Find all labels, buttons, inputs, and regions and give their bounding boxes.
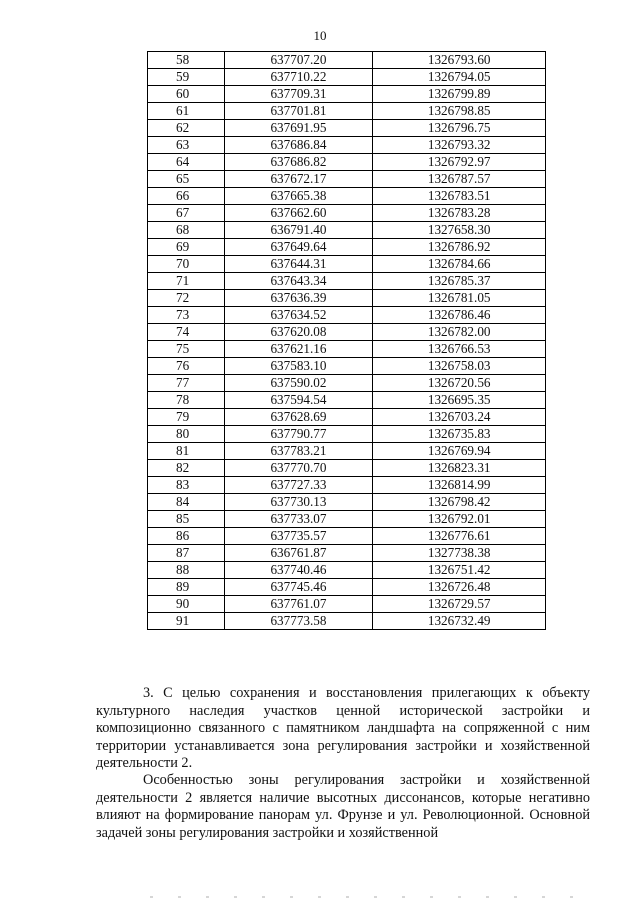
table-row bbox=[148, 239, 546, 256]
x-coordinate-cell: 637701.81 bbox=[224, 103, 373, 120]
y-coordinate-cell: 1326784.66 bbox=[373, 256, 546, 273]
table-row bbox=[148, 307, 546, 324]
table-row bbox=[148, 256, 546, 273]
x-coordinate-cell: 637686.84 bbox=[224, 137, 373, 154]
x-coordinate-cell: 637740.46 bbox=[224, 562, 373, 579]
point-number-cell: 85 bbox=[148, 511, 225, 528]
table-row bbox=[148, 375, 546, 392]
point-number-cell: 79 bbox=[148, 409, 225, 426]
x-coordinate-cell: 637745.46 bbox=[224, 579, 373, 596]
table-row bbox=[148, 562, 546, 579]
x-coordinate-cell: 637672.17 bbox=[224, 171, 373, 188]
y-coordinate-cell: 1326793.60 bbox=[373, 52, 546, 69]
table-row bbox=[148, 511, 546, 528]
point-number-cell: 84 bbox=[148, 494, 225, 511]
y-coordinate-cell: 1326823.31 bbox=[373, 460, 546, 477]
y-coordinate-cell: 1326695.35 bbox=[373, 392, 546, 409]
x-coordinate-cell: 637662.60 bbox=[224, 205, 373, 222]
y-coordinate-cell: 1326794.05 bbox=[373, 69, 546, 86]
y-coordinate-cell: 1326729.57 bbox=[373, 596, 546, 613]
table-row bbox=[148, 205, 546, 222]
y-coordinate-cell: 1326814.99 bbox=[373, 477, 546, 494]
table-row bbox=[148, 426, 546, 443]
x-coordinate-cell: 637636.39 bbox=[224, 290, 373, 307]
table-row bbox=[148, 443, 546, 460]
table-row bbox=[148, 222, 546, 239]
point-number-cell: 76 bbox=[148, 358, 225, 375]
scan-footer-artifact bbox=[150, 896, 590, 898]
table-row bbox=[148, 171, 546, 188]
point-number-cell: 82 bbox=[148, 460, 225, 477]
page-number: 10 bbox=[313, 28, 327, 43]
table-row bbox=[148, 392, 546, 409]
y-coordinate-cell: 1326735.83 bbox=[373, 426, 546, 443]
point-number-cell: 80 bbox=[148, 426, 225, 443]
y-coordinate-cell: 1326787.57 bbox=[373, 171, 546, 188]
x-coordinate-cell: 637761.07 bbox=[224, 596, 373, 613]
y-coordinate-cell: 1326796.75 bbox=[373, 120, 546, 137]
table-row bbox=[148, 69, 546, 86]
point-number-cell: 73 bbox=[148, 307, 225, 324]
x-coordinate-cell: 637733.07 bbox=[224, 511, 373, 528]
y-coordinate-cell: 1326703.24 bbox=[373, 409, 546, 426]
table-row bbox=[148, 120, 546, 137]
y-coordinate-cell: 1326793.32 bbox=[373, 137, 546, 154]
x-coordinate-cell: 637710.22 bbox=[224, 69, 373, 86]
coordinates-table-body bbox=[148, 52, 546, 630]
point-number-cell: 60 bbox=[148, 86, 225, 103]
y-coordinate-cell: 1327738.38 bbox=[373, 545, 546, 562]
point-number-cell: 74 bbox=[148, 324, 225, 341]
x-coordinate-cell: 637735.57 bbox=[224, 528, 373, 545]
x-coordinate-cell: 637644.31 bbox=[224, 256, 373, 273]
point-number-cell: 90 bbox=[148, 596, 225, 613]
table-row bbox=[148, 86, 546, 103]
table-row bbox=[148, 358, 546, 375]
table-row bbox=[148, 341, 546, 358]
point-number-cell: 67 bbox=[148, 205, 225, 222]
table-row bbox=[148, 154, 546, 171]
point-number-cell: 86 bbox=[148, 528, 225, 545]
table-row bbox=[148, 460, 546, 477]
point-number-cell: 59 bbox=[148, 69, 225, 86]
point-number-cell: 62 bbox=[148, 120, 225, 137]
y-coordinate-cell: 1326769.94 bbox=[373, 443, 546, 460]
paragraph-3: 3. С целью сохранения и восстановления прилегающих к объекту культурного наследия участков ценной исторической застройки и композиционно связанного с памятником ландшафта на сопряженной с ним территории устанавливается зона регулирования застройки и хозяйственной деятельности 2. bbox=[96, 685, 590, 772]
x-coordinate-cell: 637770.70 bbox=[224, 460, 373, 477]
y-coordinate-cell: 1326766.53 bbox=[373, 341, 546, 358]
x-coordinate-cell: 637709.31 bbox=[224, 86, 373, 103]
table-row bbox=[148, 409, 546, 426]
point-number-cell: 91 bbox=[148, 613, 225, 630]
y-coordinate-cell: 1326751.42 bbox=[373, 562, 546, 579]
y-coordinate-cell: 1326758.03 bbox=[373, 358, 546, 375]
y-coordinate-cell: 1326786.46 bbox=[373, 307, 546, 324]
paragraph-features: Особенностью зоны регулирования застройки и хозяйственной деятельности 2 является наличие высотных диссонансов, которые негативно влияют на формирование панорам ул. Фрунзе и ул. Революционной. Основной задачей зоны регулирования застройки и хозяйственной bbox=[96, 772, 590, 841]
point-number-cell: 75 bbox=[148, 341, 225, 358]
x-coordinate-cell: 637583.10 bbox=[224, 358, 373, 375]
y-coordinate-cell: 1326792.01 bbox=[373, 511, 546, 528]
table-row bbox=[148, 103, 546, 120]
x-coordinate-cell: 636791.40 bbox=[224, 222, 373, 239]
point-number-cell: 83 bbox=[148, 477, 225, 494]
x-coordinate-cell: 637730.13 bbox=[224, 494, 373, 511]
y-coordinate-cell: 1326726.48 bbox=[373, 579, 546, 596]
point-number-cell: 81 bbox=[148, 443, 225, 460]
x-coordinate-cell: 637691.95 bbox=[224, 120, 373, 137]
y-coordinate-cell: 1326786.92 bbox=[373, 239, 546, 256]
x-coordinate-cell: 637773.58 bbox=[224, 613, 373, 630]
x-coordinate-cell: 637621.16 bbox=[224, 341, 373, 358]
x-coordinate-cell: 637649.64 bbox=[224, 239, 373, 256]
y-coordinate-cell: 1326783.28 bbox=[373, 205, 546, 222]
point-number-cell: 78 bbox=[148, 392, 225, 409]
y-coordinate-cell: 1326781.05 bbox=[373, 290, 546, 307]
table-row bbox=[148, 477, 546, 494]
table-row bbox=[148, 579, 546, 596]
y-coordinate-cell: 1326799.89 bbox=[373, 86, 546, 103]
table-row bbox=[148, 528, 546, 545]
point-number-cell: 68 bbox=[148, 222, 225, 239]
point-number-cell: 70 bbox=[148, 256, 225, 273]
table-row bbox=[148, 324, 546, 341]
y-coordinate-cell: 1326776.61 bbox=[373, 528, 546, 545]
point-number-cell: 77 bbox=[148, 375, 225, 392]
y-coordinate-cell: 1326785.37 bbox=[373, 273, 546, 290]
point-number-cell: 72 bbox=[148, 290, 225, 307]
y-coordinate-cell: 1326798.42 bbox=[373, 494, 546, 511]
x-coordinate-cell: 637790.77 bbox=[224, 426, 373, 443]
y-coordinate-cell: 1326782.00 bbox=[373, 324, 546, 341]
x-coordinate-cell: 637727.33 bbox=[224, 477, 373, 494]
y-coordinate-cell: 1326792.97 bbox=[373, 154, 546, 171]
point-number-cell: 66 bbox=[148, 188, 225, 205]
y-coordinate-cell: 1326720.56 bbox=[373, 375, 546, 392]
point-number-cell: 89 bbox=[148, 579, 225, 596]
point-number-cell: 87 bbox=[148, 545, 225, 562]
table-row bbox=[148, 613, 546, 630]
x-coordinate-cell: 637634.52 bbox=[224, 307, 373, 324]
y-coordinate-cell: 1327658.30 bbox=[373, 222, 546, 239]
x-coordinate-cell: 637665.38 bbox=[224, 188, 373, 205]
y-coordinate-cell: 1326798.85 bbox=[373, 103, 546, 120]
coordinates-table bbox=[147, 51, 546, 630]
point-number-cell: 71 bbox=[148, 273, 225, 290]
x-coordinate-cell: 637783.21 bbox=[224, 443, 373, 460]
x-coordinate-cell: 637707.20 bbox=[224, 52, 373, 69]
table-row bbox=[148, 545, 546, 562]
point-number-cell: 58 bbox=[148, 52, 225, 69]
table-row bbox=[148, 596, 546, 613]
x-coordinate-cell: 637594.54 bbox=[224, 392, 373, 409]
point-number-cell: 61 bbox=[148, 103, 225, 120]
table-row bbox=[148, 188, 546, 205]
table-row bbox=[148, 273, 546, 290]
point-number-cell: 88 bbox=[148, 562, 225, 579]
point-number-cell: 63 bbox=[148, 137, 225, 154]
x-coordinate-cell: 637590.02 bbox=[224, 375, 373, 392]
y-coordinate-cell: 1326783.51 bbox=[373, 188, 546, 205]
point-number-cell: 64 bbox=[148, 154, 225, 171]
x-coordinate-cell: 637686.82 bbox=[224, 154, 373, 171]
x-coordinate-cell: 637620.08 bbox=[224, 324, 373, 341]
x-coordinate-cell: 637628.69 bbox=[224, 409, 373, 426]
x-coordinate-cell: 636761.87 bbox=[224, 545, 373, 562]
point-number-cell: 65 bbox=[148, 171, 225, 188]
point-number-cell: 69 bbox=[148, 239, 225, 256]
table-row bbox=[148, 494, 546, 511]
table-row bbox=[148, 290, 546, 307]
table-row bbox=[148, 137, 546, 154]
y-coordinate-cell: 1326732.49 bbox=[373, 613, 546, 630]
x-coordinate-cell: 637643.34 bbox=[224, 273, 373, 290]
table-row bbox=[148, 52, 546, 69]
